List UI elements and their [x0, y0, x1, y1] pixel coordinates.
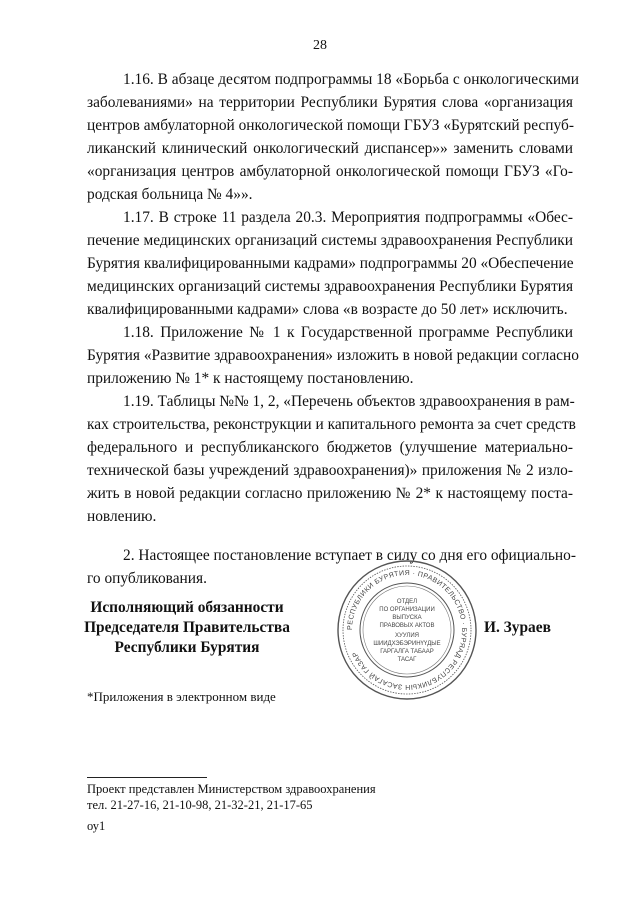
para-1-17-line: печение медицинских организаций системы здравоохранения Республики: [87, 232, 573, 249]
para-1-19-line: ках строительства, реконструкции и капитального ремонта за счет средств: [87, 416, 576, 433]
seal-center-text: ОТДЕЛ: [396, 599, 418, 605]
footer-rule: [87, 777, 207, 778]
para-1-18-line: 1.18. Приложение № 1 к Государственной программе Республики: [123, 324, 573, 341]
para-1-19-line: федерального и республиканского бюджетов (улучшение материально-: [87, 439, 573, 456]
para-1-16-line: родская больница № 4»».: [87, 186, 253, 203]
footer-project-line: Проект представлен Министерством здравоохранения: [87, 782, 376, 796]
seal-center-text: ШИИДХЭБЭРИНҮҮДЫЕ: [373, 641, 441, 647]
para-1-17-line: квалифицированными кадрами» слова «в возрасте до 50 лет» исключить.: [87, 301, 568, 318]
para-1-18-line: приложению № 1* к настоящему постановлению.: [87, 370, 414, 387]
seal-ring-text: РЕСПУБЛИКИ БУРЯТИЯ · ПРАВИТЕЛЬСТВО · БУРЯАД РЕСПУБЛИКЫН ЗАСАГАЙ ГАЗАР: [346, 569, 468, 691]
para-1-17-line: 1.17. В строке 11 раздела 20.3. Мероприятия подпрограммы «Обес-: [123, 209, 573, 226]
seal-center-text: ГАРГАЛГА ТАБААР: [380, 649, 434, 655]
attachments-note: *Приложения в электронном виде: [87, 689, 276, 704]
para-1-16-line: центров амбулаторной онкологической помощи ГБУЗ «Бурятский респуб-: [87, 117, 574, 134]
signatory-title-line: Исполняющий обязанности: [90, 599, 284, 616]
para-1-19-line: 1.19. Таблицы №№ 1, 2, «Перечень объектов здравоохранения в рам-: [123, 393, 575, 410]
seal-center-text: ПО ОРГАНИЗАЦИИ: [379, 607, 435, 613]
seal-center-text: ВЫПУСКА: [392, 615, 422, 621]
seal-center-text: ПРАВОВЫХ АКТОВ: [379, 623, 435, 629]
para-1-17-line: медицинских организаций системы здравоохранения Республики Бурятия: [87, 278, 574, 295]
seal-center-text: ТАСАГ: [397, 657, 417, 663]
para-1-16-line: ликанский клинический онкологический диспансер»» заменить словами: [87, 140, 573, 157]
para-1-19-line: новлению.: [87, 508, 157, 525]
signatory-title-line: Председателя Правительства: [84, 619, 290, 636]
para-1-16-line: «организация центров амбулаторной онкологической помощи ГБУЗ «Го-: [87, 163, 573, 180]
footer-code: оу1: [87, 819, 106, 833]
para-2-line: 2. Настоящее постановление вступает в силу со дня его официально-: [123, 547, 576, 564]
page-number: 28: [313, 38, 327, 53]
footer-phone-line: тел. 21-27-16, 21-10-98, 21-32-21, 21-17-65: [87, 798, 313, 812]
para-1-16-line: 1.16. В абзаце десятом подпрограммы 18 «Борьба с онкологическими: [123, 71, 580, 88]
para-1-17-line: Бурятия квалифицированными кадрами» подпрограммы 20 «Обеспечение: [87, 255, 574, 272]
svg-text:РЕСПУБЛИКИ БУРЯТИЯ · ПРАВИТЕЛЬ: [347, 570, 467, 690]
official-seal: [336, 559, 478, 701]
signatory-title-line: Республики Бурятия: [114, 639, 260, 656]
signatory-title: [82, 598, 292, 658]
signatory-name: И. Зураев: [484, 619, 551, 636]
para-1-19-line: жить в новой редакции согласно приложению № 2* к настоящему поста-: [87, 485, 573, 502]
seal-center-text: ХУУЛИЯ: [394, 633, 420, 639]
para-1-18-line: Бурятия «Развитие здравоохранения» изложить в новой редакции согласно: [87, 347, 579, 364]
para-1-19-line: технической базы учреждений здравоохранения)» приложения № 2 изло-: [87, 462, 573, 479]
para-2-line: го опубликования.: [87, 570, 207, 587]
para-1-16-line: заболеваниями» на территории Республики Бурятия слова «организация: [87, 94, 573, 111]
